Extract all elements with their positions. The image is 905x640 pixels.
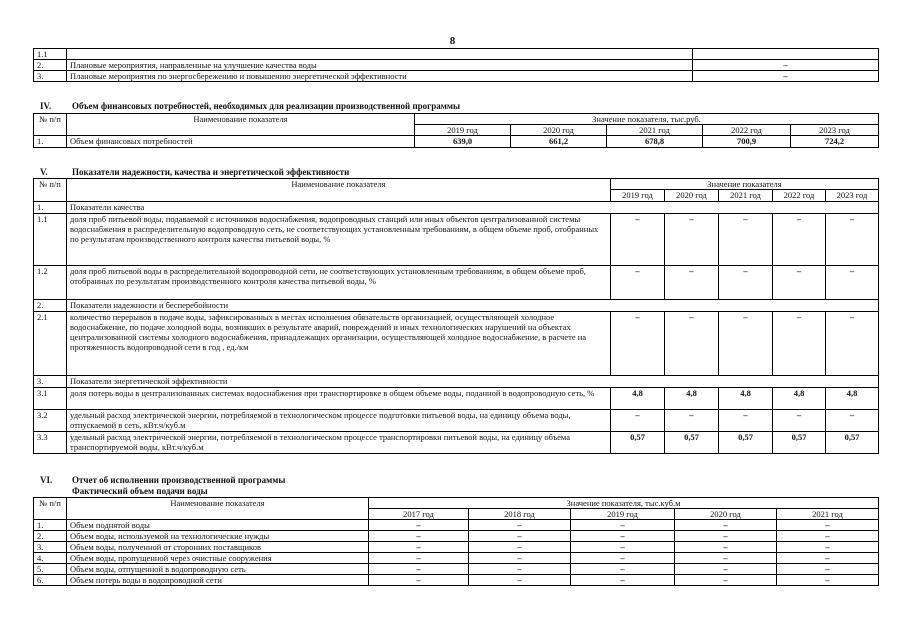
section-4-number: IV. — [40, 101, 52, 111]
row-value: – — [571, 531, 675, 542]
row-value: – — [777, 564, 879, 575]
row-number: 2. — [34, 531, 67, 542]
header-number: № п/п — [34, 179, 67, 202]
row-value: – — [571, 575, 675, 586]
row-value: – — [611, 312, 665, 376]
row-name: удельный расход электрической энергии, потребляемой в технологическом процессе подготовки питьевой воды, на единицу объема воды, отпускаемой в сеть, кВт.ч/куб.м — [67, 410, 611, 432]
row-name: Объем воды, пропущенной через очистные сооружения — [67, 553, 369, 564]
year-header: 2021 год — [719, 190, 773, 202]
year-header: 2020 год — [675, 509, 777, 520]
row-number: 1. — [34, 136, 67, 148]
row-value: – — [693, 71, 879, 82]
year-header: 2022 год — [703, 125, 791, 136]
row-number: 3.1 — [34, 388, 67, 410]
row-value: – — [665, 214, 719, 266]
row-value: – — [777, 542, 879, 553]
row-value: 678,8 — [607, 136, 703, 148]
section-6-heading — [40, 475, 285, 485]
section-6-title: Отчет об исполнении производственной программы — [72, 475, 286, 485]
row-name: Объем финансовых потребностей — [67, 136, 415, 148]
row-value: 0,57 — [611, 432, 665, 454]
row-value: – — [369, 564, 469, 575]
group-row — [34, 376, 879, 388]
row-value: – — [719, 266, 773, 300]
row-value: 0,57 — [773, 432, 826, 454]
header-value: Значение показателя — [611, 179, 879, 190]
row-value: – — [369, 542, 469, 553]
row-value: 4,8 — [773, 388, 826, 410]
table-row — [34, 312, 879, 376]
row-value: 700,9 — [703, 136, 791, 148]
row-value: – — [369, 520, 469, 531]
table-row — [34, 49, 879, 60]
row-value: – — [369, 575, 469, 586]
header-name: Наименование показателя — [67, 498, 369, 520]
row-value: 4,8 — [665, 388, 719, 410]
row-value: – — [675, 564, 777, 575]
row-name: Объем воды, используемой на технологические нужды — [67, 531, 369, 542]
row-value: – — [777, 575, 879, 586]
year-header: 2020 год — [511, 125, 607, 136]
year-header: 2023 год — [826, 190, 879, 202]
row-value: 0,57 — [665, 432, 719, 454]
group-name: Показатели энергетической эффективности — [67, 376, 879, 388]
row-value: – — [571, 520, 675, 531]
header-row — [34, 498, 879, 509]
table-row — [34, 410, 879, 432]
row-value: – — [773, 410, 826, 432]
row-number: 3. — [34, 71, 67, 82]
row-value: – — [611, 214, 665, 266]
table-row — [34, 136, 879, 148]
row-value: – — [571, 542, 675, 553]
row-value: – — [469, 575, 571, 586]
row-value: 724,2 — [791, 136, 879, 148]
header-value: Значение показателя, тыс.руб. — [415, 114, 879, 125]
year-header: 2017 год — [369, 509, 469, 520]
group-row — [34, 202, 879, 214]
year-header: 2021 год — [607, 125, 703, 136]
row-number: 1.1 — [34, 49, 67, 60]
table-row — [34, 214, 879, 266]
row-value: – — [777, 520, 879, 531]
row-value: – — [826, 312, 879, 376]
section-4-table — [33, 113, 879, 148]
year-header: 2021 год — [777, 509, 879, 520]
table-row — [34, 60, 879, 71]
table-row — [34, 266, 879, 300]
row-name: доля проб питьевой воды, подаваемой с источников водоснабжения, водопроводных станций или иных объектов централизованной системы водоснабжения в распределительную водопроводную сеть, не соответствующих установленным требованиям, в общем объеме проб, отобранных по результатам производственного контроля качества питьевой воды, % — [67, 214, 611, 266]
row-value: – — [469, 520, 571, 531]
header-number: № п/п — [34, 114, 67, 136]
year-header: 2022 год — [773, 190, 826, 202]
row-number: 3.3 — [34, 432, 67, 454]
table-row — [34, 553, 879, 564]
row-name: количество перерывов в подаче воды, зафиксированных в местах исполнения обязательств организацией, осуществляющей холодное водоснабжение, по подаче холодной воды, возникших в результате аварий, повреждений и иных технологических нарушений на объектах централизованной системы холодного водоснабжения, принадлежащих организации, осуществляющей холодное водоснабжение, в расчете на протяженность водопроводной сети в год , ед./км — [67, 312, 611, 376]
row-number: 1. — [34, 520, 67, 531]
year-header: 2019 год — [571, 509, 675, 520]
row-value: – — [369, 553, 469, 564]
row-value: – — [777, 531, 879, 542]
row-number: 4. — [34, 553, 67, 564]
year-header: 2018 год — [469, 509, 571, 520]
row-value: 4,8 — [719, 388, 773, 410]
table-row — [34, 542, 879, 553]
row-value: 4,8 — [611, 388, 665, 410]
row-number: 1.2 — [34, 266, 67, 300]
row-name: Объем поднятой воды — [67, 520, 369, 531]
year-header: 2020 год — [665, 190, 719, 202]
section-6-table — [33, 497, 879, 586]
row-value: – — [369, 531, 469, 542]
row-number: 6. — [34, 575, 67, 586]
table-row — [34, 520, 879, 531]
row-value: – — [571, 564, 675, 575]
section-5-table — [33, 178, 879, 454]
row-number: 3.2 — [34, 410, 67, 432]
row-value: – — [773, 266, 826, 300]
row-value: – — [719, 410, 773, 432]
row-name: Объем потерь воды в водопроводной сети — [67, 575, 369, 586]
table-row — [34, 388, 879, 410]
row-value: 4,8 — [826, 388, 879, 410]
row-value: – — [675, 553, 777, 564]
row-name: доля проб питьевой воды в распределительной водопроводной сети, не соответствующих установленным требованиям, в общем объеме проб, отобранных по результатам производственного контроля качества питьевой воды, % — [67, 266, 611, 300]
row-value: – — [469, 531, 571, 542]
row-value: – — [665, 312, 719, 376]
row-number: 2. — [34, 60, 67, 71]
row-value: 0,57 — [826, 432, 879, 454]
row-value: – — [675, 520, 777, 531]
year-header: 2023 год — [791, 125, 879, 136]
row-value: 0,57 — [719, 432, 773, 454]
table-row — [34, 432, 879, 454]
row-value: – — [469, 542, 571, 553]
row-value: 661,2 — [511, 136, 607, 148]
row-number: 3. — [34, 376, 67, 388]
top-table — [33, 48, 879, 82]
row-value: – — [675, 575, 777, 586]
row-value: – — [611, 410, 665, 432]
row-name: удельный расход электрической энергии, потребляемой в технологическом процессе транспортировки питьевой воды, на единицу объема транспортируемой воды, кВт.ч/куб.м — [67, 432, 611, 454]
row-value: – — [571, 553, 675, 564]
row-value: – — [773, 312, 826, 376]
group-name: Показатели качества — [67, 202, 879, 214]
year-header: 2019 год — [611, 190, 665, 202]
section-6-number: VI. — [40, 475, 53, 485]
page-number: 8 — [449, 35, 456, 47]
row-name: Объем воды, отпущенной в водопроводную сеть — [67, 564, 369, 575]
row-value: – — [665, 410, 719, 432]
table-row — [34, 575, 879, 586]
section-6-subtitle: Фактический объем подачи воды — [72, 486, 208, 496]
row-value: – — [675, 542, 777, 553]
year-header: 2019 год — [415, 125, 511, 136]
row-number: 1.1 — [34, 214, 67, 266]
section-5-title: Показатели надежности, качества и энергетической эффективности — [72, 167, 350, 177]
row-value: – — [693, 60, 879, 71]
section-4-title: Объем финансовых потребностей, необходимых для реализации производственной программы — [72, 101, 461, 111]
row-value: – — [826, 410, 879, 432]
row-value: 639,0 — [415, 136, 511, 148]
row-value: – — [611, 266, 665, 300]
group-row — [34, 300, 879, 312]
row-number: 2. — [34, 300, 67, 312]
header-value: Значение показателя, тыс.куб.м — [369, 498, 879, 509]
row-value: – — [826, 266, 879, 300]
row-value: – — [777, 553, 879, 564]
row-name: доля потерь воды в централизованных системах водоснабжения при транспортировке в общем объеме воды, поданной в водопроводную сеть, % — [67, 388, 611, 410]
row-number: 1. — [34, 202, 67, 214]
table-row — [34, 564, 879, 575]
header-row — [34, 179, 879, 190]
row-number: 2.1 — [34, 312, 67, 376]
table-row — [34, 531, 879, 542]
header-name: Наименование показателя — [67, 179, 611, 202]
group-name: Показатели надежности и бесперебойности — [67, 300, 879, 312]
section-4-heading — [40, 101, 460, 111]
row-name: Объем воды, полученной от сторонних поставщиков — [67, 542, 369, 553]
section-5-heading — [40, 167, 349, 177]
row-value: – — [826, 214, 879, 266]
row-name: Плановые мероприятия, направленные на улучшение качества воды — [67, 60, 693, 71]
header-name: Наименование показателя — [67, 114, 415, 136]
row-number: 5. — [34, 564, 67, 575]
row-value: – — [665, 266, 719, 300]
header-number: № п/п — [34, 498, 67, 520]
table-row — [34, 71, 879, 82]
row-value — [693, 49, 879, 60]
row-name — [67, 49, 693, 60]
header-row — [34, 114, 879, 125]
row-value: – — [719, 312, 773, 376]
row-value: – — [469, 564, 571, 575]
row-name: Плановые мероприятия по энергосбережению и повышению энергетической эффективности — [67, 71, 693, 82]
row-value: – — [719, 214, 773, 266]
row-number: 3. — [34, 542, 67, 553]
row-value: – — [675, 531, 777, 542]
section-5-number: V. — [40, 167, 48, 177]
row-value: – — [773, 214, 826, 266]
row-value: – — [469, 553, 571, 564]
